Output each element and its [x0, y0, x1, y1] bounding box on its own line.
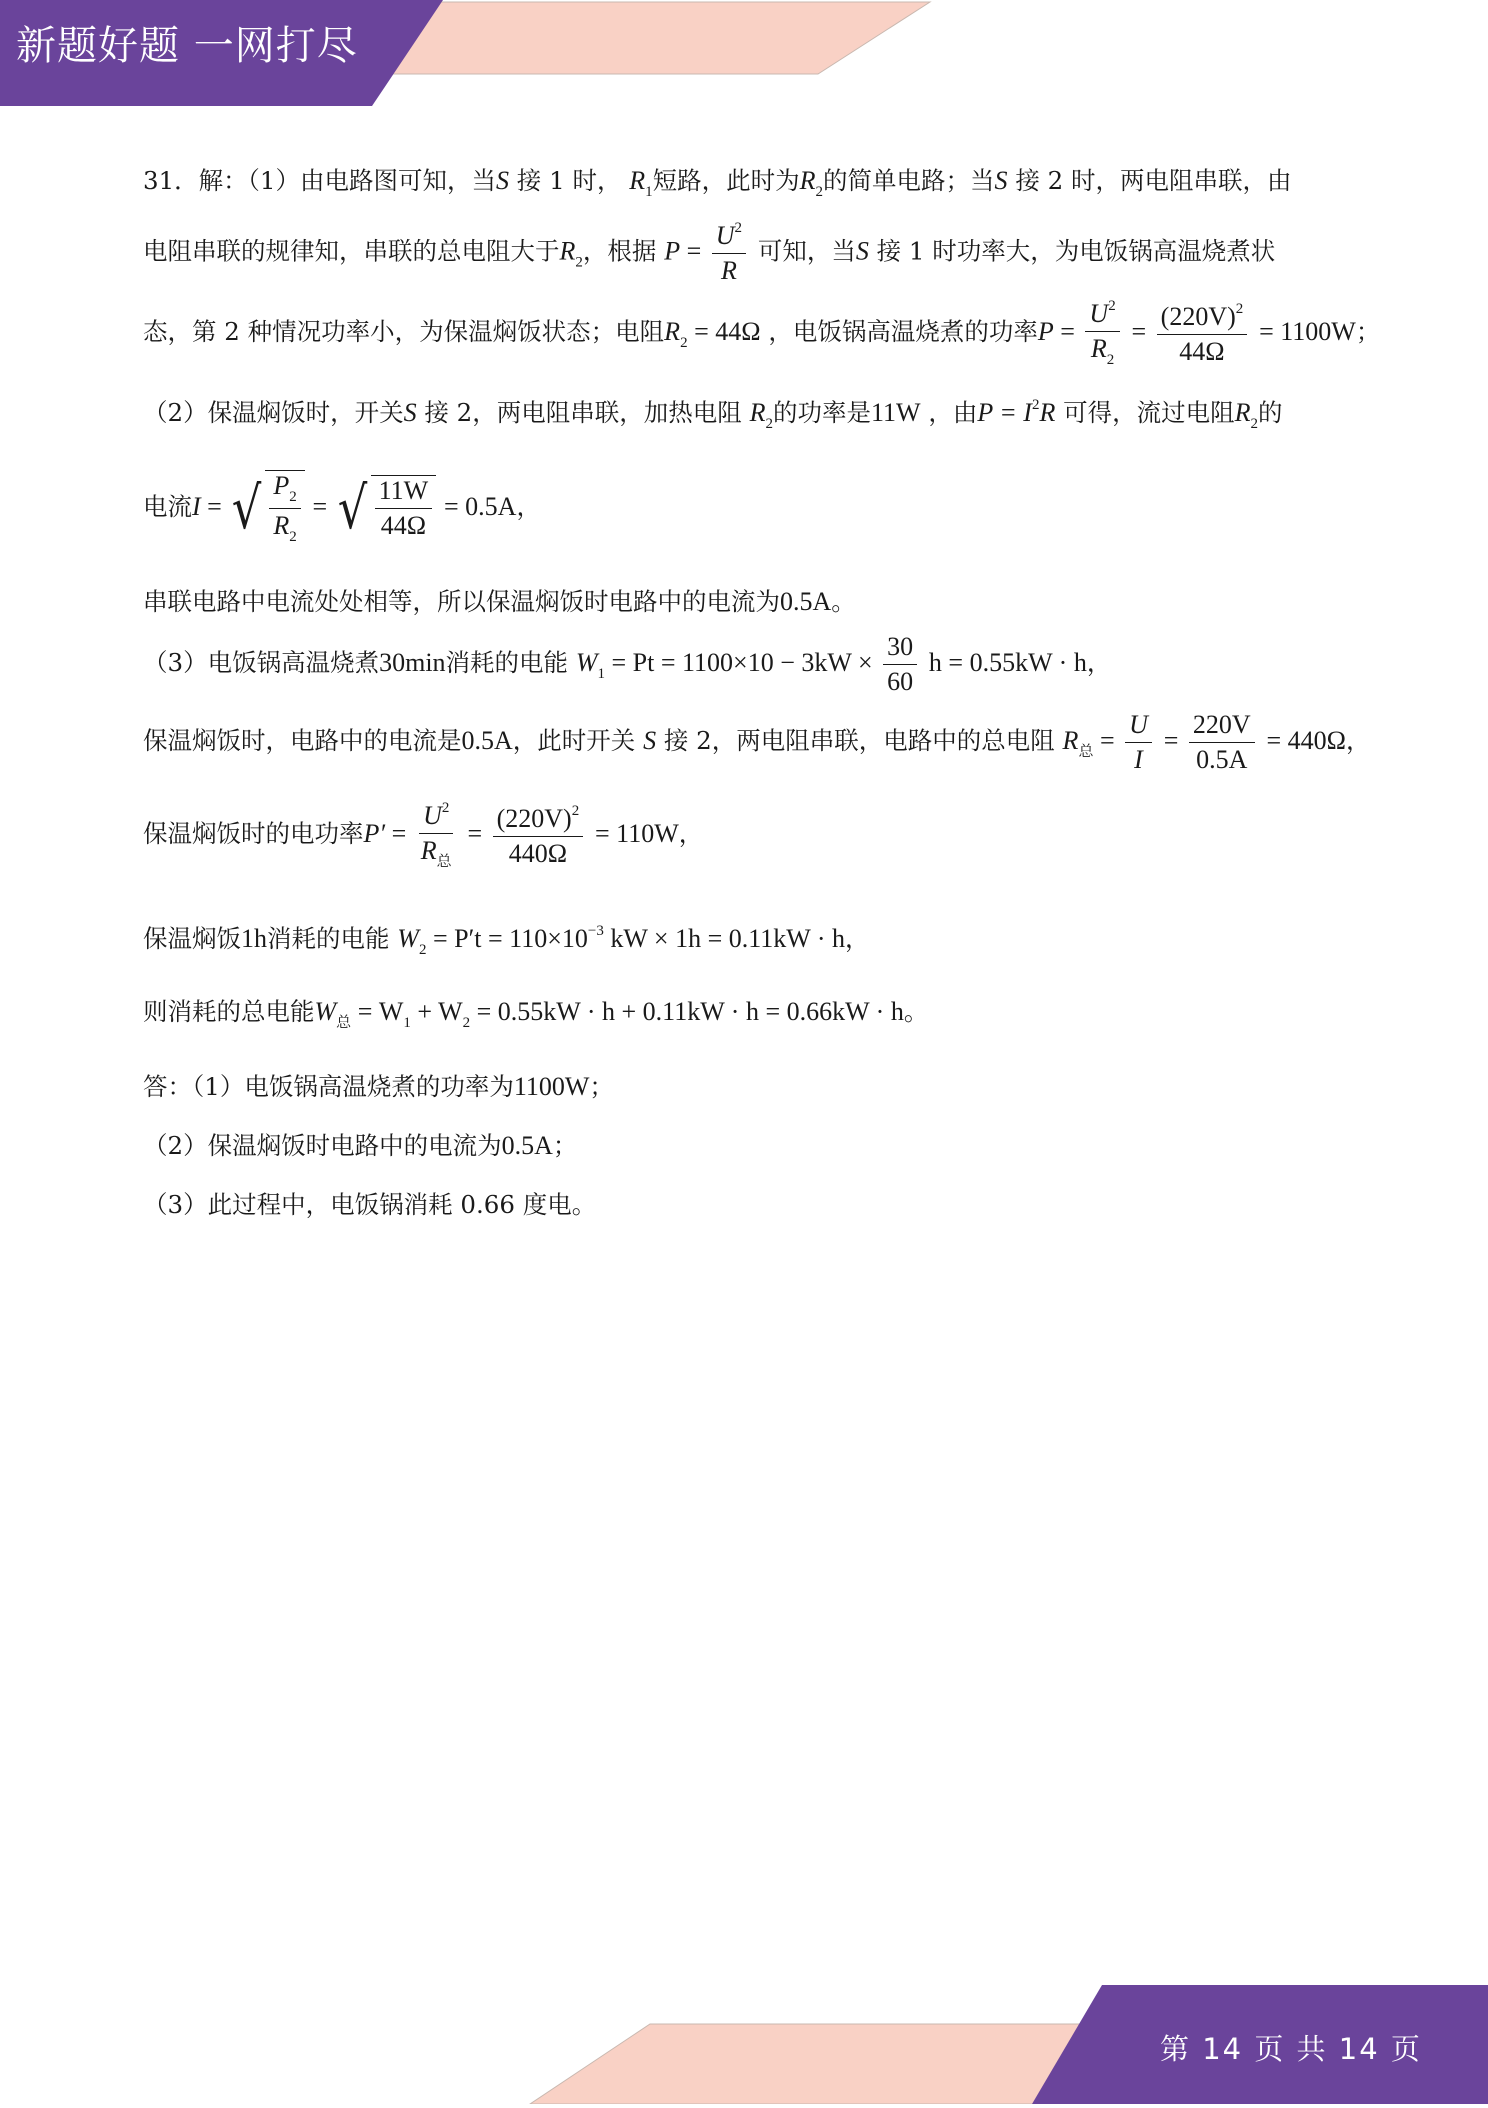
fraction-u2-over-r: $\frac{U^2}{R}$ [712, 220, 746, 286]
fraction-u-over-i: $\frac{U}{I}$ [1125, 710, 1152, 775]
header-banner [0, 0, 1488, 106]
solution-line-8: 保温焖饭时，电路中的电流是0.5A，此时开关 S 接 2，两电阻串联，电路中的总电阻 $R_总$ = $\frac{U}{I}$ = $\frac{220V}{0.5A}$ = 440Ω， [143, 710, 1371, 774]
header-title: 新题好题 一网打尽 [16, 23, 358, 69]
sqrt-11w-over-44ohm: √ $\frac{11W}{44\Omega}$ [334, 475, 437, 541]
solution-line-11: 则消耗的总电能$W_总 = W_1 + W_2 = 0.55kW \cdot h + 0.11kW \cdot h = 0.66kW \cdot h$。 [143, 997, 929, 1031]
solution-line-6: 串联电路中电流处处相等，所以保温焖饭时电路中的电流为0.5A。 [143, 587, 856, 616]
solution-line-5: 电流I = √ $\frac{P_2}{R_2}$ = √ $\frac{11W}{44\Omega}$ = 0.5A， [143, 471, 541, 546]
page-number: 第 14 页 共 14 页 [1160, 2032, 1422, 2066]
answer-line-3: （3）此过程中，电饭锅消耗 0.66 度电。 [143, 1190, 597, 1219]
solution-line-10: 保温焖饭1h消耗的电能 $W_2 = P't = 110\times 10^{-3}$ kW × 1h = 0.11kW · h， [143, 923, 870, 958]
solution-line-3: 态，第 2 种情况功率小，为保温焖饭状态；电阻$R_2 = 44\Omega$ ，电饭锅高温烧煮的功率P = $\frac{U^2}{R_2}$ = $\frac{(220V)^2}{44\Omega}$ = 1100W； [143, 298, 1381, 368]
answer-line-2: （2）保温焖饭时电路中的电流为0.5A； [143, 1131, 578, 1160]
solution-line-1: 31．解：（1）由电路图可知，当S 接 1 时， $R_1$短路，此时为$R_2$的简单电路；当S 接 2 时，两电阻串联，由 [143, 166, 1292, 200]
fraction-u2-over-r-total: $\frac{U^2}{R_总}$ [420, 800, 452, 870]
fraction-u2-over-r2: $\frac{U^2}{R_2}$ [1085, 298, 1119, 369]
solution-line-2: 电阻串联的规律知，串联的总电阻大于$R_2$，根据 P = $\frac{U^2}{R}$ 可知，当S 接 1 时功率大，为电饭锅高温烧煮状 [143, 220, 1276, 285]
solution-line-9: 保温焖饭时的电功率P′ = $\frac{U^2}{R_总}$ = $\frac{(220V)^2}{440\Omega}$ = 110W， [143, 800, 704, 870]
fraction-220v2-over-44ohm: $\frac{(220V)^2}{44\Omega}$ [1157, 301, 1248, 367]
fraction-220v-over-05a: $\frac{220V}{0.5A}$ [1189, 710, 1255, 775]
answer-line-1: 答：（1）电饭锅高温烧煮的功率为1100W； [143, 1072, 614, 1101]
sqrt-p2-over-r2: √ $\frac{P_2}{R_2}$ [228, 470, 304, 547]
fraction-220v2-over-440ohm: $\frac{(220V)^2}{440\Omega}$ [493, 803, 584, 869]
solution-line-4: （2）保温焖饭时，开关S 接 2，两电阻串联，加热电阻 $R_2$的功率是11W ，由$P = I^2R$ 可得，流过电阻$R_2$的 [143, 397, 1283, 432]
fraction-30-over-60: $\frac{30}{60}$ [883, 632, 917, 697]
solution-line-7: （3）电饭锅高温烧煮30min消耗的电能 $W_1 = Pt = 1100\times 10 - 3kW$ × $\frac{30}{60}$ h = 0.55kW · h， [143, 632, 1112, 696]
